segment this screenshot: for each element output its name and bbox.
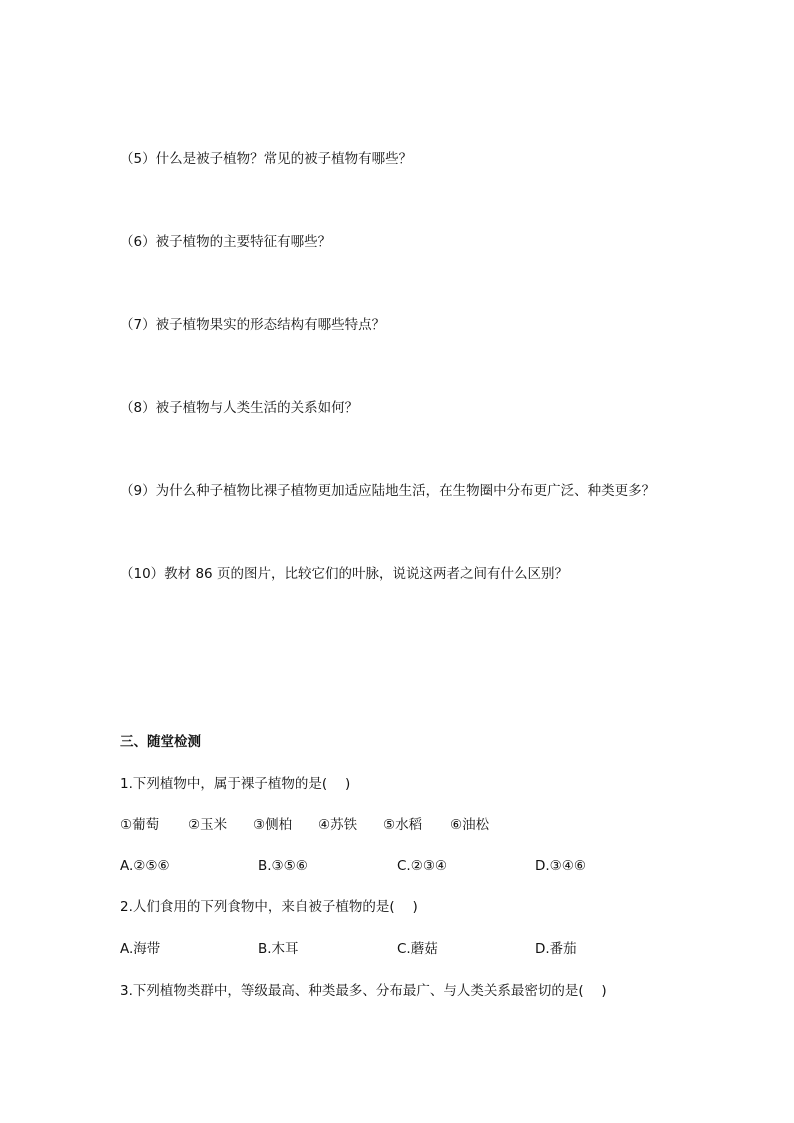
choice-d: D.③④⑥ — [535, 858, 586, 874]
plant-list-item: ①葡萄 — [120, 817, 160, 833]
question-9: （9）为什么种子植物比裸子植物更加适应陆地生活，在生物圈中分布更广泛、种类更多？ — [120, 483, 656, 499]
plant-list-item: ④苏铁 — [318, 817, 358, 833]
item-1-stem: 1.下列植物中，属于裸子植物的是( ) — [120, 776, 351, 792]
question-7: （7）被子植物果实的形态结构有哪些特点？ — [120, 317, 386, 333]
choice-a: A.②⑤⑥ — [120, 858, 170, 874]
plant-list-item: ③侧柏 — [253, 817, 293, 833]
plant-list-item: ②玉米 — [188, 817, 228, 833]
choice-d: D.番茄 — [535, 941, 577, 957]
question-5: （5）什么是被子植物？常见的被子植物有哪些？ — [120, 151, 413, 167]
choice-c: C.蘑菇 — [397, 941, 438, 957]
choice-b: B.木耳 — [258, 941, 299, 957]
choice-c: C.②③④ — [397, 858, 448, 874]
item-3-stem: 3.下列植物类群中，等级最高、种类最多、分布最广、与人类关系最密切的是( ) — [120, 983, 607, 999]
plant-list-item: ⑤水稻 — [383, 817, 423, 833]
section-heading: 三、随堂检测 — [120, 734, 201, 750]
question-6: （6）被子植物的主要特征有哪些？ — [120, 234, 332, 250]
choice-b: B.③⑤⑥ — [258, 858, 308, 874]
choice-a: A.海带 — [120, 941, 161, 957]
question-8: （8）被子植物与人类生活的关系如何？ — [120, 400, 359, 416]
item-2-stem: 2.人们食用的下列食物中，来自被子植物的是( ) — [120, 899, 418, 915]
question-10: （10）教材 86 页的图片，比较它们的叶脉，说说这两者之间有什么区别？ — [120, 566, 568, 582]
plant-list-item: ⑥油松 — [450, 817, 490, 833]
